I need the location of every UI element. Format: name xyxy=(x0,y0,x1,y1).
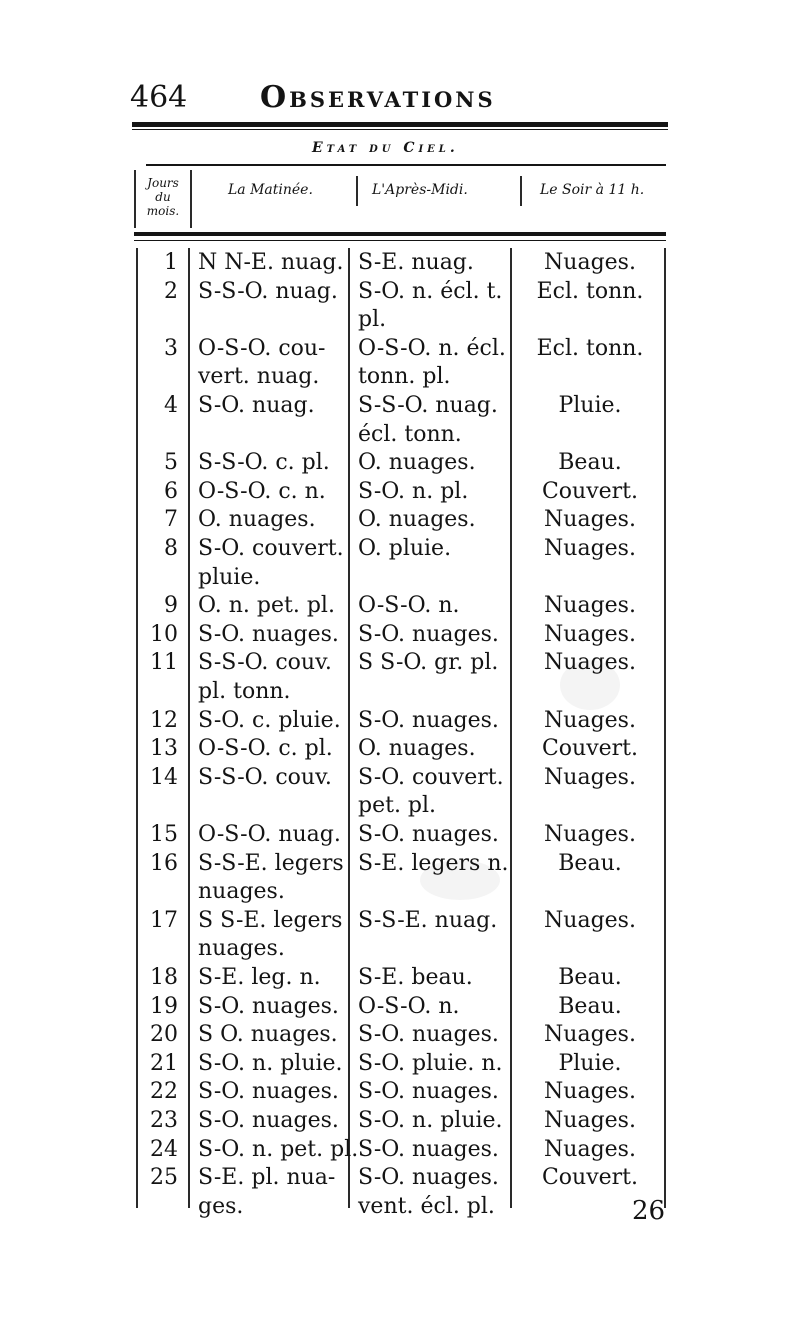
day-number: 6 xyxy=(164,478,178,504)
morning-observation: ges. xyxy=(198,1193,244,1219)
day-number: 23 xyxy=(150,1108,178,1133)
day-number: 3 xyxy=(164,335,178,361)
afternoon-observation: S-O. pluie. n. xyxy=(358,1050,503,1076)
evening-observation: Ecl. tonn. xyxy=(536,278,644,304)
column-header-afternoon: L'Après-Midi. xyxy=(372,182,468,198)
afternoon-observation: O. nuages. xyxy=(358,736,476,762)
day-number: 9 xyxy=(164,593,178,619)
afternoon-observation: O. nuages. xyxy=(358,507,476,533)
morning-divider xyxy=(348,248,350,1208)
afternoon-observation: S-O. nuages. xyxy=(358,707,499,733)
morning-observation: S-O. nuag. xyxy=(198,393,315,418)
morning-observation: S-S-O. couv. xyxy=(198,650,332,676)
evening-observation: Pluie. xyxy=(558,393,622,418)
afternoon-observation: pl. xyxy=(358,307,387,333)
day-number: 15 xyxy=(150,822,178,847)
day-number: 17 xyxy=(150,907,178,933)
afternoon-observation: S-O. nuages. xyxy=(358,621,499,647)
table-header-rule-thin xyxy=(134,240,666,241)
morning-observation: S S-E. legers xyxy=(198,907,343,933)
evening-observation: Nuages. xyxy=(544,650,636,676)
evening-observation: Nuages. xyxy=(544,907,636,933)
afternoon-observation: O. pluie. xyxy=(358,536,452,561)
day-number: 14 xyxy=(150,764,178,790)
running-title: Observations xyxy=(260,80,496,115)
afternoon-observation: tonn. pl. xyxy=(358,364,451,390)
day-number: 13 xyxy=(150,736,178,762)
column-divider xyxy=(356,176,358,206)
evening-observation: Ecl. tonn. xyxy=(536,335,644,361)
header-rule-thin xyxy=(132,129,668,130)
afternoon-observation: O-S-O. n. xyxy=(358,593,460,619)
evening-observation: Couvert. xyxy=(541,1165,639,1191)
day-number: 24 xyxy=(150,1136,178,1162)
morning-observation: S-O. nuages. xyxy=(198,1079,339,1105)
morning-observation: S-O. c. pluie. xyxy=(198,707,341,733)
evening-observation: Beau. xyxy=(558,965,622,990)
morning-observation: nuages. xyxy=(198,936,285,962)
morning-observation: O. n. pet. pl. xyxy=(198,593,335,619)
table-right-border xyxy=(664,248,666,1208)
morning-observation: S-O. couvert. xyxy=(198,536,344,561)
afternoon-observation: S-O. nuages. xyxy=(358,822,499,847)
morning-observation: O-S-O. cou- xyxy=(198,335,326,361)
evening-observation: Nuages. xyxy=(544,1022,636,1048)
evening-observation: Nuages. xyxy=(544,507,636,533)
afternoon-divider xyxy=(510,248,512,1208)
evening-observation: Couvert. xyxy=(541,478,639,504)
morning-observation: S-E. pl. nua- xyxy=(198,1165,336,1191)
morning-observation: S-O. nuages. xyxy=(198,621,339,647)
afternoon-observation: S-O. couvert. xyxy=(358,764,504,790)
morning-observation: O. nuages. xyxy=(198,507,316,533)
morning-observation: O-S-O. c. pl. xyxy=(198,736,333,762)
morning-observation: nuages. xyxy=(198,879,285,905)
evening-observation: Nuages. xyxy=(544,1108,636,1133)
day-number: 5 xyxy=(164,450,178,476)
catchword: 26 xyxy=(632,1196,666,1226)
afternoon-observation: S-S-O. nuag. xyxy=(358,393,498,418)
column-header-evening: Le Soir à 11 h. xyxy=(540,182,645,198)
column-header-morning: La Matinée. xyxy=(228,182,313,198)
morning-observation: S-E. leg. n. xyxy=(198,965,321,990)
header-rule-thick xyxy=(132,122,668,127)
evening-observation: Couvert. xyxy=(541,736,639,762)
table-left-border xyxy=(136,248,138,1208)
morning-observation: N N-E. nuag. xyxy=(198,250,344,275)
morning-observation: vert. nuag. xyxy=(198,364,320,390)
morning-observation: S-O. nuages. xyxy=(198,993,339,1019)
column-divider xyxy=(134,170,136,228)
column-divider xyxy=(190,170,192,228)
page-number: 464 xyxy=(130,80,188,115)
morning-observation: O-S-O. nuag. xyxy=(198,822,341,847)
evening-observation: Nuages. xyxy=(544,1136,636,1162)
day-number: 12 xyxy=(150,707,178,733)
day-number: 11 xyxy=(150,650,178,676)
column-divider xyxy=(520,176,522,206)
morning-observation: S-S-O. c. pl. xyxy=(198,450,330,476)
day-number: 7 xyxy=(164,507,178,533)
afternoon-observation: O-S-O. n. xyxy=(358,993,460,1019)
afternoon-observation: S-E. beau. xyxy=(358,965,473,990)
evening-observation: Nuages. xyxy=(544,707,636,733)
afternoon-observation: S-E. nuag. xyxy=(358,250,474,275)
morning-observation: S O. nuages. xyxy=(198,1022,338,1048)
morning-observation: S-O. n. pluie. xyxy=(198,1050,343,1076)
morning-observation: S-S-E. legers xyxy=(198,850,344,876)
afternoon-observation: S-O. n. pluie. xyxy=(358,1108,503,1133)
table-header-rule-thick xyxy=(134,232,666,236)
day-number: 10 xyxy=(150,621,178,647)
evening-observation: Beau. xyxy=(558,850,622,876)
afternoon-observation: S-S-E. nuag. xyxy=(358,907,498,933)
afternoon-observation: S-O. nuages. xyxy=(358,1079,499,1105)
evening-observation: Nuages. xyxy=(544,621,636,647)
evening-observation: Pluie. xyxy=(558,1050,622,1076)
afternoon-observation: S-O. n. pl. xyxy=(358,478,469,504)
afternoon-observation: S-O. nuages. xyxy=(358,1022,499,1048)
evening-observation: Nuages. xyxy=(544,822,636,847)
morning-observation: S-O. n. pet. pl. xyxy=(198,1136,359,1162)
evening-observation: Nuages. xyxy=(544,593,636,619)
days-divider xyxy=(188,248,190,1208)
afternoon-observation: écl. tonn. xyxy=(358,421,462,447)
afternoon-observation: vent. écl. pl. xyxy=(358,1193,495,1219)
day-number: 22 xyxy=(150,1079,178,1105)
afternoon-observation: O-S-O. n. écl. xyxy=(358,335,506,361)
afternoon-observation: S S-O. gr. pl. xyxy=(358,650,499,676)
evening-observation: Nuages. xyxy=(544,536,636,561)
afternoon-observation: pet. pl. xyxy=(358,793,437,819)
afternoon-observation: S-E. legers n. xyxy=(358,850,509,876)
afternoon-observation: S-O. nuages. xyxy=(358,1165,499,1191)
evening-observation: Nuages. xyxy=(544,250,636,275)
section-title: Etat du Ciel. xyxy=(312,140,459,156)
column-header-days: Jours du mois. xyxy=(146,176,180,218)
section-rule xyxy=(146,164,666,166)
morning-observation: S-S-O. nuag. xyxy=(198,278,338,304)
day-number: 2 xyxy=(164,278,178,304)
day-number: 18 xyxy=(150,965,178,990)
afternoon-observation: S-O. n. écl. t. xyxy=(358,278,503,304)
morning-observation: pluie. xyxy=(198,564,261,590)
morning-observation: O-S-O. c. n. xyxy=(198,478,326,504)
day-number: 25 xyxy=(150,1165,178,1191)
day-number: 1 xyxy=(164,250,178,275)
evening-observation: Nuages. xyxy=(544,764,636,790)
evening-observation: Beau. xyxy=(558,450,622,476)
afternoon-observation: S-O. nuages. xyxy=(358,1136,499,1162)
day-number: 16 xyxy=(150,850,178,876)
morning-observation: pl. tonn. xyxy=(198,679,291,704)
afternoon-observation: O. nuages. xyxy=(358,450,476,476)
morning-observation: S-O. nuages. xyxy=(198,1108,339,1133)
evening-observation: Beau. xyxy=(558,993,622,1019)
day-number: 20 xyxy=(150,1022,178,1048)
morning-observation: S-S-O. couv. xyxy=(198,764,332,790)
evening-observation: Nuages. xyxy=(544,1079,636,1105)
day-number: 21 xyxy=(150,1050,178,1076)
day-number: 8 xyxy=(164,536,178,561)
day-number: 19 xyxy=(150,993,178,1019)
day-number: 4 xyxy=(164,393,178,418)
